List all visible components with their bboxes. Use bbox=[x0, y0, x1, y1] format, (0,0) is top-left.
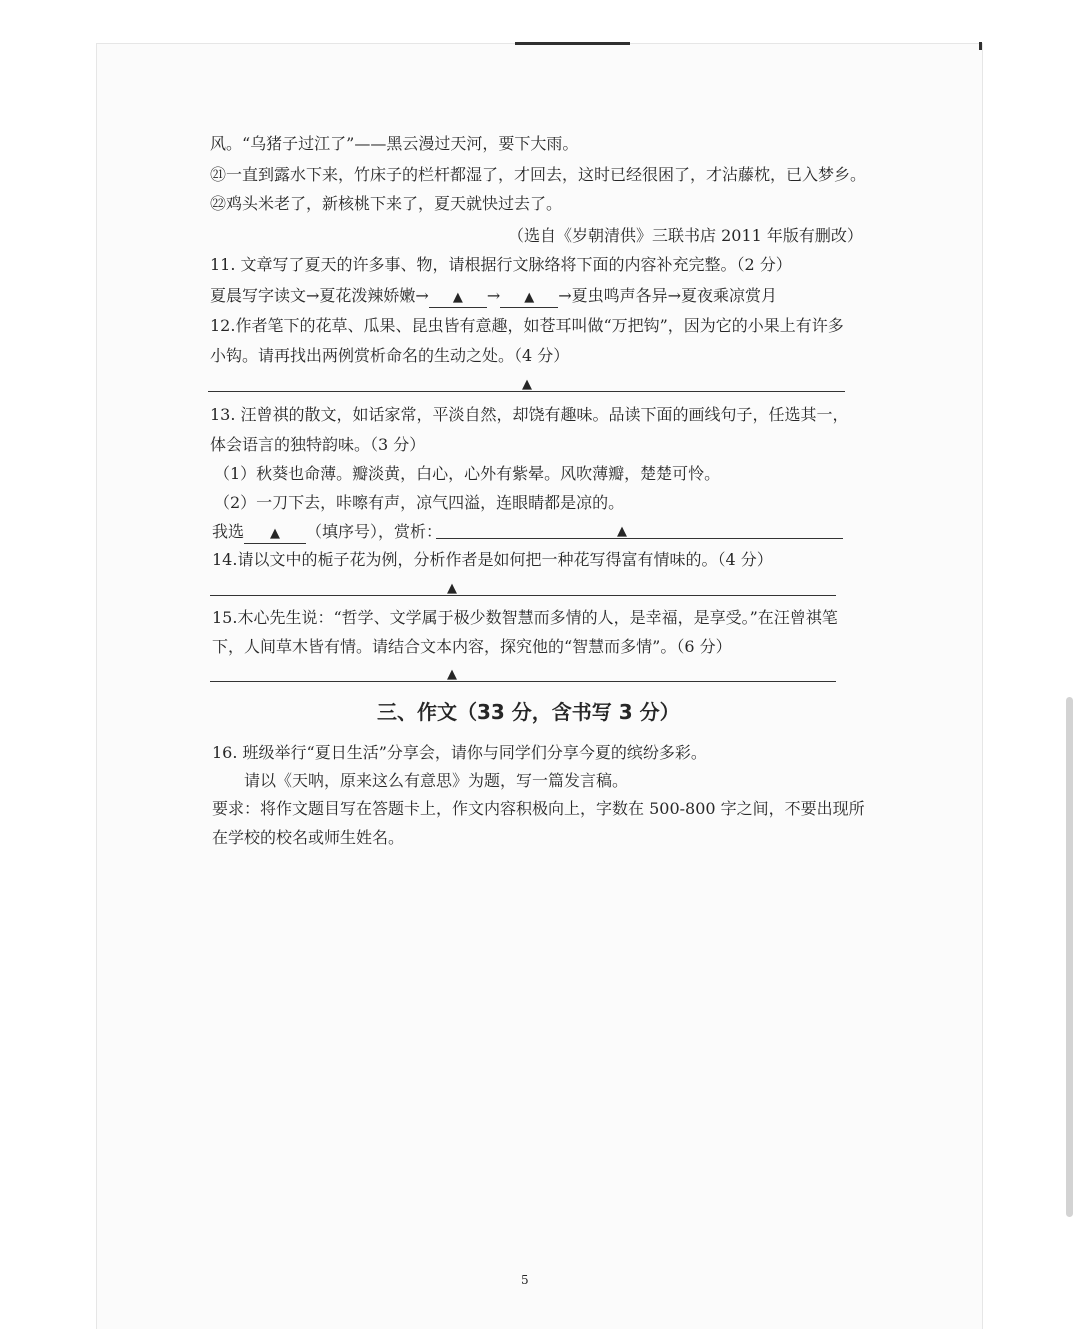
q15-prompt: 下，人间草木皆有情。请结合文本内容，探究他的“智慧而多情”。（6 分） bbox=[212, 637, 732, 656]
q11-blank-1[interactable]: ▲ bbox=[429, 289, 487, 308]
passage-line: ㉒鸡头米老了，新核桃下来了，夏天就快过去了。 bbox=[210, 194, 563, 213]
q13-answer-prefix: 我选 bbox=[212, 522, 245, 541]
passage-line: 风。“乌猪子过江了”——黑云漫过天河，要下大雨。 bbox=[210, 134, 579, 153]
q12-prompt: 12.作者笔下的花草、瓜果、昆虫皆有意趣，如苍耳叫做“万把钩”，因为它的小果上有许多 bbox=[210, 316, 844, 335]
q13-answer-mark: ▲ bbox=[617, 524, 627, 539]
q15-answer-line[interactable] bbox=[210, 681, 836, 682]
q11-blank-2[interactable]: ▲ bbox=[500, 289, 558, 308]
q14-prompt: 14.请以文中的栀子花为例，分析作者是如何把一种花写得富有情味的。（4 分） bbox=[212, 550, 773, 569]
q12-answer-mark: ▲ bbox=[522, 377, 532, 392]
passage-source: （选自《岁朝清供》三联书店 2011 年版有删改） bbox=[508, 226, 863, 245]
page-edge-dot bbox=[979, 42, 982, 50]
q16-line: 16. 班级举行“夏日生活”分享会，请你与同学们分享今夏的缤纷多彩。 bbox=[212, 743, 707, 762]
q13-answer-mid: （填序号），赏析： bbox=[306, 522, 443, 541]
q13-answer bbox=[212, 521, 442, 544]
q11-chain-end: →夏虫鸣声各异→夏夜乘凉赏月 bbox=[558, 286, 778, 305]
q13-answer-line[interactable] bbox=[436, 538, 843, 539]
q14-answer-line[interactable] bbox=[210, 595, 836, 596]
q13-option-2: （2）一刀下去，咔嚓有声，凉气四溢，连眼睛都是凉的。 bbox=[214, 493, 625, 512]
page-edge-mark bbox=[515, 42, 630, 45]
q11-prompt: 11. 文章写了夏天的许多事、物，请根据行文脉络将下面的内容补充完整。（2 分） bbox=[210, 255, 792, 274]
q13-choice-blank[interactable]: ▲ bbox=[244, 525, 306, 544]
q13-option-1: （1）秋葵也命薄。瓣淡黄，白心，心外有紫晕。风吹薄瓣，楚楚可怜。 bbox=[214, 464, 721, 483]
q12-answer-line[interactable] bbox=[208, 391, 845, 392]
q16-requirement: 要求：将作文题目写在答题卡上，作文内容积极向上，字数在 500-800 字之间，不要出现所 bbox=[212, 799, 865, 818]
q16-line: 请以《天呐，原来这么有意思》为题，写一篇发言稿。 bbox=[244, 771, 629, 790]
q12-prompt: 小钩。请再找出两例赏析命名的生动之处。（4 分） bbox=[210, 346, 570, 365]
q11-chain bbox=[210, 285, 777, 308]
section-title: 三、作文（33 分，含书写 3 分） bbox=[377, 700, 680, 724]
page-number: 5 bbox=[521, 1273, 529, 1287]
q13-prompt: 体会语言的独特韵味。（3 分） bbox=[210, 435, 426, 454]
passage-line: ㉑一直到露水下来，竹床子的栏杆都湿了，才回去，这时已经很困了，才沾藤枕，已入梦乡。 bbox=[210, 165, 867, 184]
q11-arrow: → bbox=[486, 286, 501, 305]
q11-chain-start: 夏晨写字读文→夏花泼辣娇嫩→ bbox=[210, 286, 429, 305]
q13-prompt: 13. 汪曾祺的散文，如话家常，平淡自然，却饶有趣味。品读下面的画线句子，任选其一， bbox=[210, 405, 849, 424]
q15-prompt: 15.木心先生说：“哲学、文学属于极少数智慧而多情的人，是幸福，是享受。”在汪曾祺笔 bbox=[212, 608, 838, 627]
q15-answer-mark: ▲ bbox=[447, 667, 457, 682]
q16-requirement: 在学校的校名或师生姓名。 bbox=[212, 828, 405, 847]
q14-answer-mark: ▲ bbox=[447, 581, 457, 596]
scrollbar-thumb[interactable] bbox=[1066, 697, 1073, 1217]
